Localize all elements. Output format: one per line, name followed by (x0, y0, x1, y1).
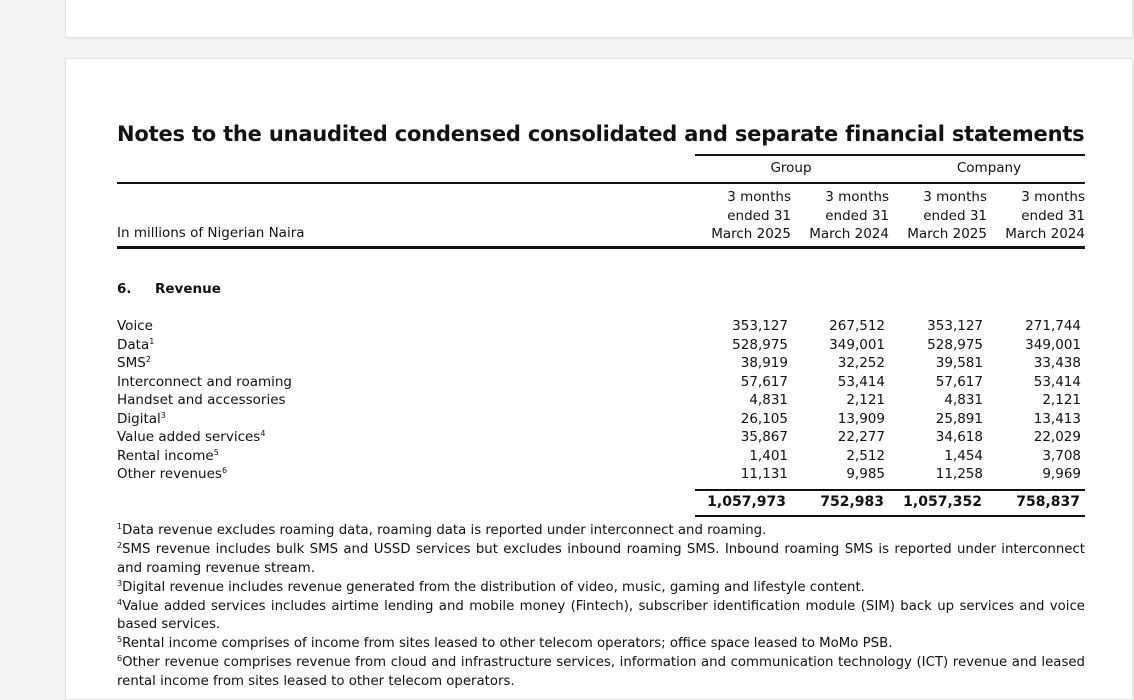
row-label: SMS$^2$ (117, 355, 151, 371)
cell-value: 22,277 (837, 429, 885, 445)
group-header: Group (770, 160, 812, 176)
column-header-company-2024: 3 months ended 31 March 2024 (1005, 189, 1085, 242)
column-header-group-2024: 3 months ended 31 March 2024 (809, 189, 889, 242)
total-value: 758,837 (1016, 494, 1080, 510)
cell-value: 349,001 (1025, 336, 1081, 353)
row-label: Interconnect and roaming (117, 373, 292, 390)
row-label: Value added services$^4$ (117, 429, 266, 445)
footnote: $^1$Data revenue excludes roaming data, roaming data is reported under interconnect and roaming. (117, 522, 767, 538)
note-number: 6. (117, 281, 132, 297)
total-value: 1,057,352 (903, 494, 982, 510)
row-label: Voice (117, 318, 153, 334)
cell-value: 349,001 (829, 336, 885, 353)
row-label: Other revenues$^6$ (117, 466, 228, 482)
cell-value: 38,919 (740, 355, 788, 371)
cell-value: 2,121 (1042, 392, 1081, 408)
cell-value: 9,985 (846, 466, 885, 482)
row-label: Handset and accessories (117, 392, 286, 408)
cell-value: 267,512 (829, 318, 885, 334)
cell-value: 1,401 (749, 447, 788, 464)
cell-value: 353,127 (732, 318, 788, 334)
cell-value: 2,512 (846, 447, 885, 464)
cell-value: 57,617 (935, 373, 983, 390)
header-bottom-rule (117, 246, 1085, 249)
previous-page (65, 0, 1133, 38)
footnote: $^6$Other revenue comprises revenue from cloud and infrastructure services, information and communication technology (ICT) revenue and leased rental income from sites leased to other telecom operators. (117, 654, 1085, 689)
header-top-rule (695, 154, 1085, 156)
cell-value: 4,831 (944, 392, 983, 408)
row-label: Digital$^3$ (117, 410, 166, 427)
cell-value: 9,969 (1042, 466, 1081, 482)
row-label: Data$^1$ (117, 336, 155, 353)
total-value: 752,983 (820, 494, 884, 510)
cell-value: 2,121 (846, 392, 885, 408)
cell-value: 13,413 (1033, 410, 1081, 427)
cell-value: 53,414 (1033, 373, 1081, 390)
header-mid-rule (117, 182, 1085, 184)
cell-value: 271,744 (1025, 318, 1081, 334)
cell-value: 353,127 (927, 318, 983, 334)
cell-value: 1,454 (944, 447, 983, 464)
cell-value: 39,581 (935, 355, 983, 371)
cell-value: 53,414 (837, 373, 885, 390)
footnote: $^5$Rental income comprises of income from sites leased to other telecom operators; office space leased to MoMo PSB. (117, 635, 893, 651)
cell-value: 13,909 (837, 410, 885, 427)
total-bottom-rule (695, 515, 1085, 517)
footnote: $^3$Digital revenue includes revenue generated from the distribution of video, music, gaming and lifestyle content. (117, 578, 865, 595)
cell-value: 4,831 (749, 392, 788, 408)
cell-value: 34,618 (935, 429, 983, 445)
company-header: Company (956, 160, 1022, 176)
row-label: Rental income$^5$ (117, 447, 219, 464)
column-header-company-2025: 3 months ended 31 March 2025 (907, 189, 987, 242)
total-top-rule (695, 489, 1085, 491)
cell-value: 57,617 (740, 373, 788, 390)
cell-value: 32,252 (837, 355, 885, 371)
cell-value: 22,029 (1033, 429, 1081, 445)
cell-value: 528,975 (927, 336, 983, 353)
cell-value: 11,258 (935, 466, 983, 482)
page-title: Notes to the unaudited condensed consolidated and separate financial statements (117, 122, 1085, 146)
cell-value: 33,438 (1033, 355, 1081, 371)
footnote: $^2$SMS revenue includes bulk SMS and USSD services but excludes inbound roaming SMS. Inbound roaming SMS is reported under interconnect and roaming revenue stream. (117, 541, 1085, 576)
cell-value: 3,708 (1042, 447, 1081, 464)
total-value: 1,057,973 (707, 494, 786, 510)
cell-value: 35,867 (740, 429, 788, 445)
cell-value: 528,975 (732, 336, 788, 353)
units-label: In millions of Nigerian Naira (117, 225, 305, 241)
cell-value: 25,891 (935, 410, 983, 427)
column-header-group-2025: 3 months ended 31 March 2025 (711, 189, 791, 242)
note-title: Revenue (155, 281, 221, 297)
cell-value: 11,131 (740, 466, 788, 482)
cell-value: 26,105 (740, 410, 788, 427)
footnote: $^4$Value added services includes airtime lending and mobile money (Fintech), subscriber identification module (SIM) back up services and voice based services. (117, 597, 1085, 633)
